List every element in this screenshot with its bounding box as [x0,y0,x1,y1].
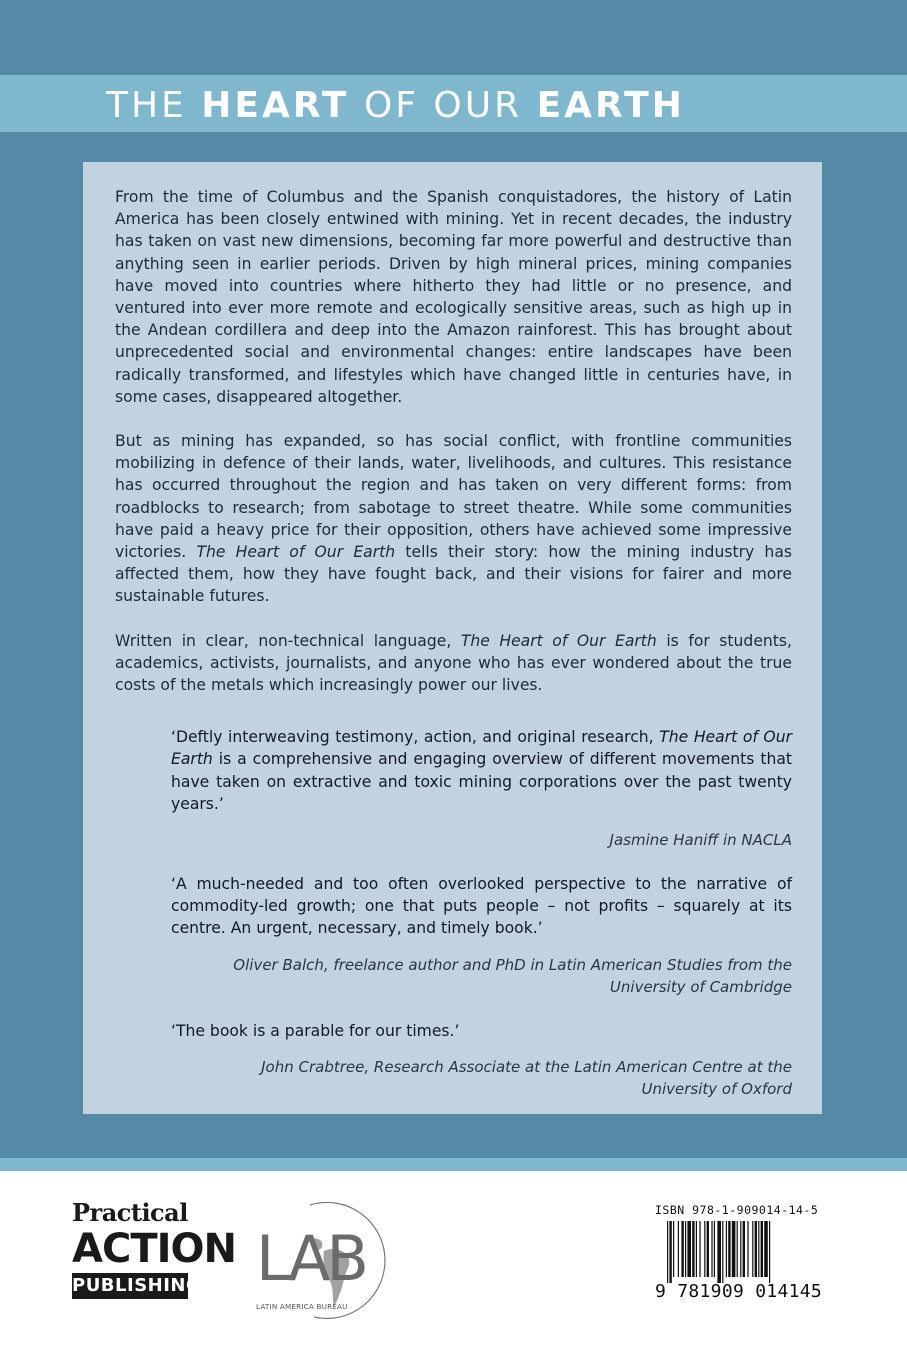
barcode-bar [699,1221,700,1277]
barcode-bar [740,1221,741,1277]
barcode-bar [732,1221,736,1277]
isbn-digits: 9 781909 014145 [655,1281,823,1302]
review-quote-2: ‘A much-needed and too often overlooked perspective to the narrative of commodity-led growth; one that puts people – not profits – squarely at its centre. An urgent, necessary, and timely book.’ [171,875,792,938]
review-quote-1-text-b: is a comprehensive and engaging overview of different movements that have taken on extractive and toxic mining corporations over the past twenty years.’ [171,750,792,813]
title-of-our: OF OUR [349,85,537,126]
isbn-barcode [655,1203,823,1302]
barcode-bar [685,1221,686,1277]
barcode-bar [681,1221,683,1277]
barcode-bar [722,1221,723,1283]
review-quote-1-text-a: ‘Deftly interweaving testimony, action, and original research, [171,728,660,747]
review-quote-1-book-title: The Heart of Our Earth [171,728,792,769]
review-attribution-1: Jasmine Haniff in NACLA [609,831,792,850]
barcode-bar [743,1221,745,1277]
lab-wordmark: LAB [256,1222,365,1295]
barcode-bar [764,1221,768,1277]
barcode-bar [687,1221,691,1277]
barcode-bar [747,1221,748,1277]
barcode-bar [704,1221,705,1277]
review-attribution-3: John Crabtree, Research Associate at the Latin American Centre at the University of Oxford [261,1057,792,1098]
latin-america-bureau-logo [252,1199,392,1329]
blurb-paragraph-3-book-title: The Heart of Our Earth [460,631,657,650]
isbn-label: ISBN 978-1-909014-14-5 [655,1203,819,1217]
review-attribution-2: Oliver Balch, freelance author and PhD in Latin American Studies from the University of Cambridge [233,955,792,996]
barcode-bar [707,1221,709,1277]
publisher-line-1: Practical [72,1198,188,1227]
barcode-bar [696,1221,697,1277]
barcode-bar [752,1221,753,1277]
bottom-band [0,1158,907,1171]
blurb-panel [83,162,822,1114]
publisher-line-3: PUBLISHING [72,1273,188,1299]
title-the: THE [106,85,202,126]
barcode-bar [755,1221,757,1277]
barcode-bar [714,1221,715,1277]
blurb-paragraph-3 [115,630,792,697]
barcode-bar [711,1221,712,1277]
blurb-paragraph-2-book-title: The Heart of Our Earth [196,543,396,562]
blurb-paragraph-2-text-b: tells their story: how the mining industry has affected them, how they have fought back, and their visions for fairer and more sustainable futures. [115,543,792,606]
footer [0,1171,907,1360]
barcode-bar [737,1221,738,1277]
book-title [106,82,685,130]
practical-action-publishing-logo [72,1198,236,1299]
barcode-bar [673,1221,674,1277]
barcode-bar [667,1221,668,1283]
lab-subtitle: LATIN AMERICA BUREAU [256,1302,348,1311]
blurb-paragraph-3-text-a: Written in clear, non-technical language, [115,631,461,650]
barcode-bar [717,1221,721,1283]
barcode-bar [726,1221,727,1277]
barcode-bar [769,1221,770,1283]
title-heart: HEART [201,85,350,126]
blurb-paragraph-1: From the time of Columbus and the Spanish conquistadores, the history of Latin America has been closely entwined with mining. Yet in recent decades, the industry has taken on vast new dimensions, becoming far more powerful and destructive than anything seen in earlier periods. Driven by high mineral prices, mining companies have moved into countries where hitherto they had little or no presence, and ventured into ever more remote and ecologically sensitive areas, such as high up in the Andean cordillera and deep into the Amazon rainforest. This has brought about unprecedented social and environmental changes: entire landscapes have been radically transformed, and lifestyles which have changed little in centuries have, in some cases, disappeared altogether. [115,188,792,406]
title-earth: EARTH [536,85,685,126]
blurb-paragraph-2 [115,430,792,608]
barcode-bar [669,1221,671,1283]
barcode-bar [678,1221,679,1277]
blurb-paragraph-2-text-a: But as mining has expanded, so has social conflict, with frontline communities mobilizing in defence of their lands, water, livelihoods, and cultures. This resistance has occurred throughout the region and has taken on very different forms: from roadblocks to research; from sabotage to street theatre. While some communities have paid a heavy price for their opposition, others have achieved some impressive victories. [115,432,792,562]
barcode-bars-icon [655,1221,815,1283]
blurb-paragraph-3-text-b: is for students, academics, activists, journalists, and anyone who has ever wondered about the true costs of the metals which increasingly power our lives. [115,631,792,695]
barcode-bar [728,1221,730,1277]
barcode-bar [692,1221,694,1277]
publisher-line-2: ACTION [72,1226,236,1272]
review-quote-3: ‘The book is a parable for our times.’ [171,1021,460,1040]
barcode-bar [761,1221,763,1277]
barcode-bar [758,1221,759,1277]
review-quote-1 [171,726,792,815]
